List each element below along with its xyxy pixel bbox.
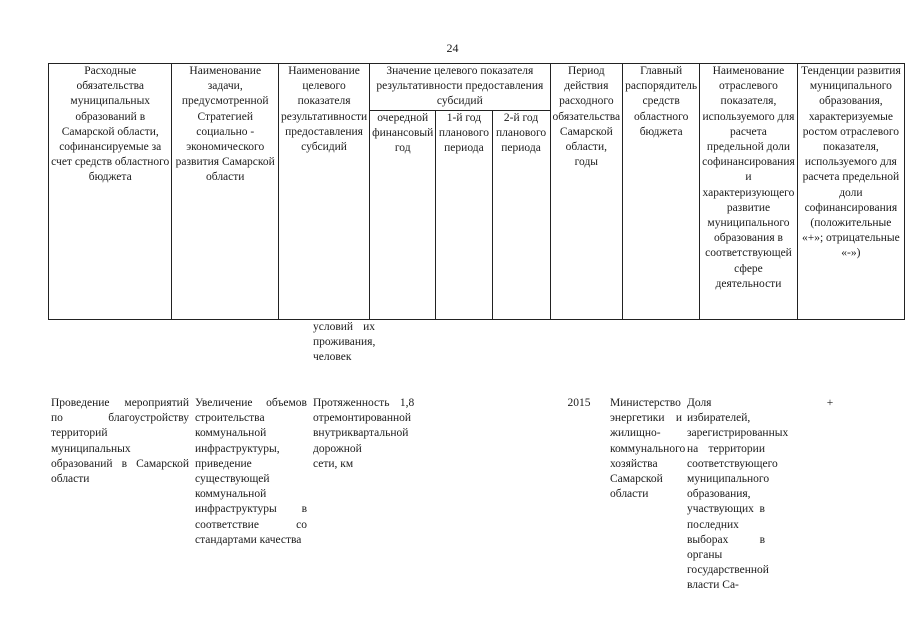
page-number: 24 <box>446 41 459 55</box>
header-task: Наименование задачи, предусмотренной Стратегией социально - экономического развития Самарской области <box>172 64 279 320</box>
row-value-next-year: 1,8 <box>399 397 415 409</box>
header-target-indicator: Наименование целевого показателя результативности предоставления субсидий <box>278 64 369 320</box>
row-target-indicator: Протяженность отремонтированной внутриквартальной дорожной сети, км <box>313 397 412 470</box>
header-period: Период действия расходного обязательства Самарской области, годы <box>550 64 623 320</box>
header-obligations: Расходные обязательства муниципальных образований в Самарской области, софинансируемые за счет средств областного бюджета <box>49 64 172 320</box>
continuation-target-indicator: условий их проживания, человек <box>313 321 376 364</box>
row-task: Увеличение объемов строительства коммунальной инфраструктуры, приведение существующей коммунальной инфраструктуры в соответствие со стандартами качества <box>195 397 307 546</box>
row-period: 2015 <box>567 397 591 409</box>
table-header <box>48 63 905 320</box>
header-sector-indicator: Наименование отраслевого показателя, используемого для расчета предельной доли софинансирования и характеризующего развитие муниципального образования в соответствующей сфере деятельности <box>700 64 798 320</box>
header-manager: Главный распорядитель средств областного бюджета <box>623 64 700 320</box>
header-trends: Тенденции развития муниципального образования, характеризуемые ростом отраслевого показателя, используемого для расчета предельной доли софинансирования (положительные «+»; отрицательные «-») <box>797 64 904 320</box>
header-next-year: очередной финансовый год <box>370 110 436 319</box>
header-indicator-values: Значение целевого показателя результативности предоставления субсидий <box>370 64 550 111</box>
row-obligation: Проведение мероприятий по благоустройству территорий муниципальных образований в Самарской области <box>51 397 189 486</box>
row-manager: Министерство энергетики и жилищно-коммунального хозяйства Самарской области <box>610 397 686 501</box>
header-plan-year-2: 2-й год планового периода <box>492 110 550 319</box>
header-plan-year-1: 1-й год планового периода <box>436 110 492 319</box>
row-sector-indicator: Доля избирателей, зарегистрированных на территории соответствующего муниципального образования, участвующих в последних выборах в органы государственной власти Са- <box>687 397 789 592</box>
row-trend: + <box>826 397 834 409</box>
